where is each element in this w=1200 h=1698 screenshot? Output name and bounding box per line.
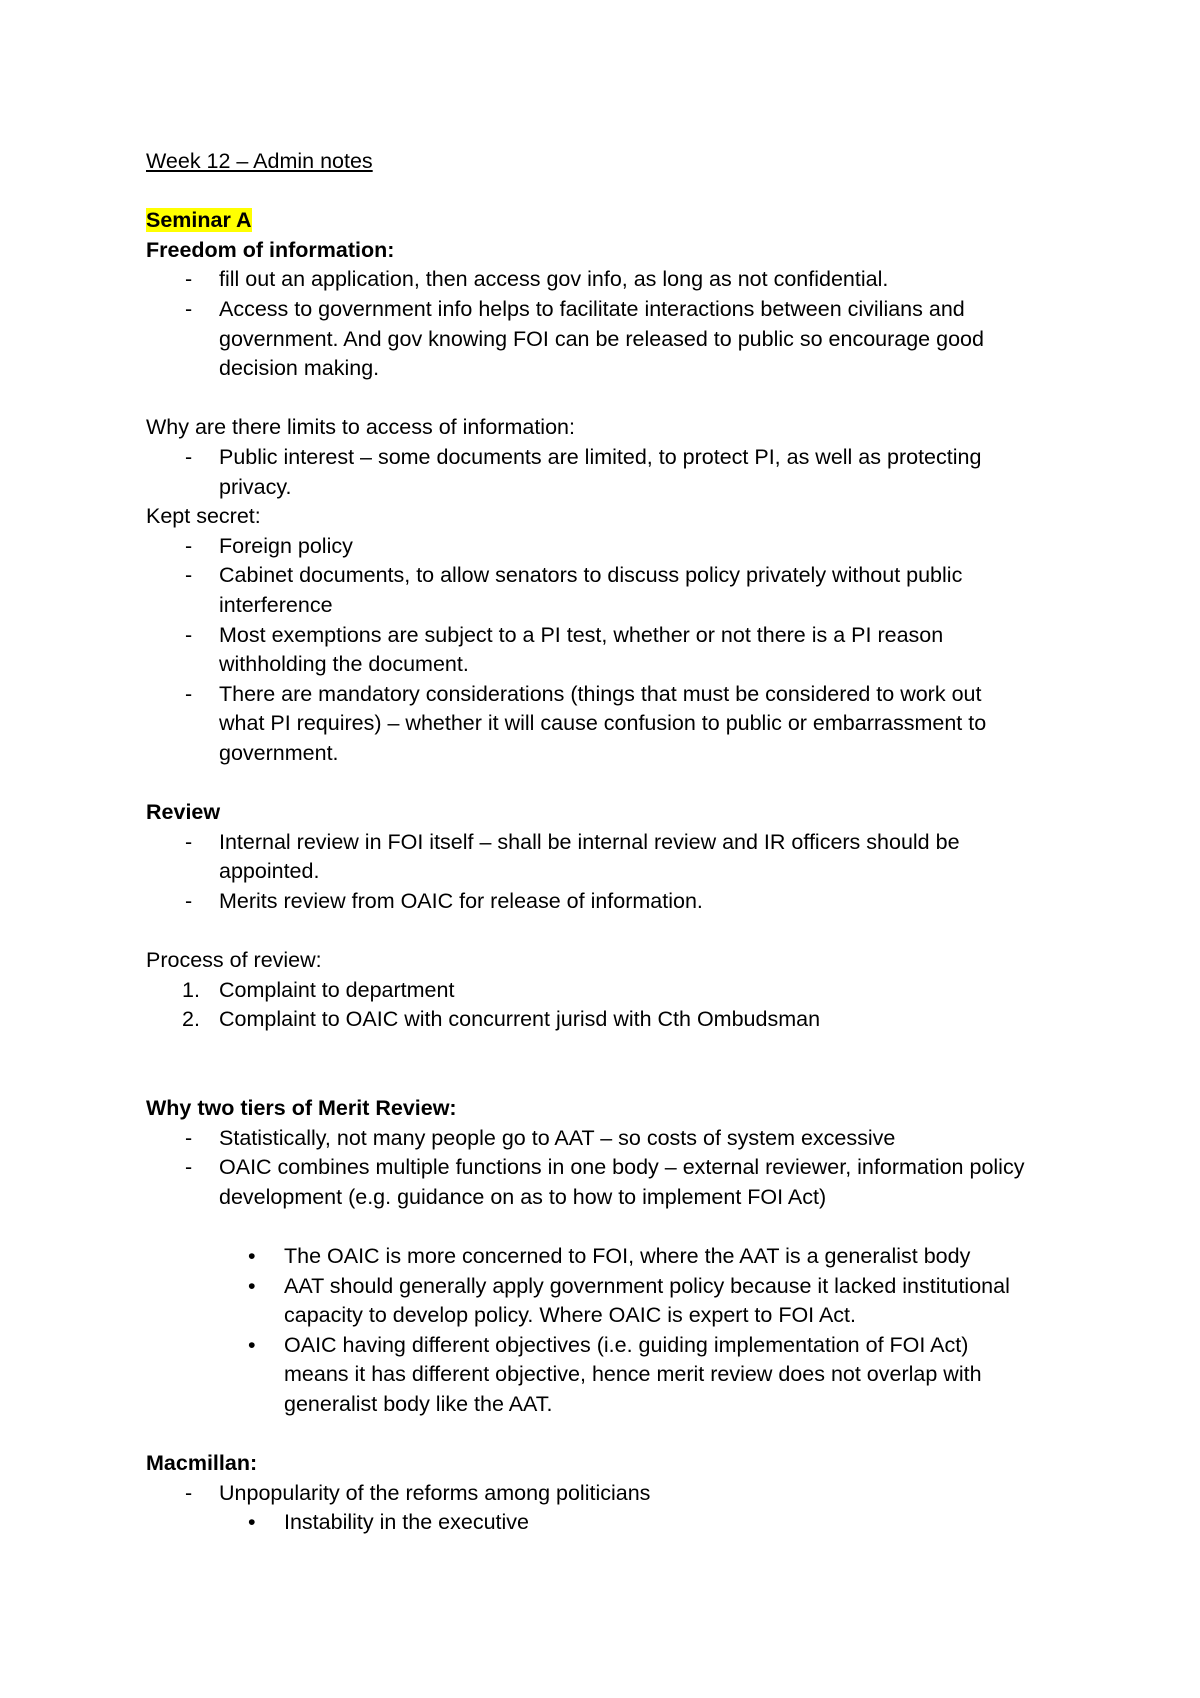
- dash-marker: -: [185, 563, 193, 588]
- list-item: [146, 561, 1086, 620]
- bullet-item: [146, 1272, 1086, 1331]
- dash-marker: -: [185, 829, 193, 854]
- list-item-line: government.: [219, 740, 339, 765]
- limits-heading: Why are there limits to access of information:: [146, 415, 575, 440]
- list-item-line: Public interest – some documents are limited, to protect PI, as well as protecting: [219, 444, 982, 469]
- bullet-icon: •: [248, 1510, 256, 1535]
- process-list: [146, 976, 1086, 1035]
- list-item-line: what PI requires) – whether it will cause confusion to public or embarrassment to: [219, 711, 987, 736]
- secret-list: [146, 532, 1086, 769]
- list-item-line: Unpopularity of the reforms among politicians: [219, 1480, 651, 1505]
- dash-marker: -: [185, 444, 193, 469]
- bullet-line: generalist body like the AAT.: [284, 1391, 553, 1416]
- spacer: [146, 916, 1086, 946]
- list-item-line: Statistically, not many people go to AAT – so costs of system excessive: [219, 1125, 896, 1150]
- macmillan-list: [146, 1479, 1086, 1538]
- list-item: [146, 621, 1086, 680]
- process-heading: Process of review:: [146, 948, 322, 973]
- list-item-line: withholding the document.: [219, 652, 469, 677]
- secret-heading: Kept secret:: [146, 504, 261, 529]
- bullet-line: OAIC having different objectives (i.e. guiding implementation of FOI Act): [284, 1332, 969, 1357]
- spacer: [146, 384, 1086, 414]
- list-item-line: Cabinet documents, to allow senators to discuss policy privately without public: [219, 563, 963, 588]
- numbered-item: [146, 1005, 1086, 1035]
- foi-heading: Freedom of information:: [146, 237, 395, 262]
- list-item-line: Access to government info helps to facilitate interactions between civilians and: [219, 296, 965, 321]
- seminar-heading: [146, 206, 1086, 236]
- list-item: [146, 295, 1086, 384]
- list-item-line: Complaint to department: [219, 977, 455, 1002]
- spacer: [146, 768, 1086, 798]
- bullet-line: capacity to develop policy. Where OAIC is expert to FOI Act.: [284, 1303, 856, 1328]
- spacer: [146, 1035, 1086, 1094]
- bullet-icon: •: [248, 1332, 256, 1357]
- list-item: [146, 1124, 1086, 1154]
- item-number: 2.: [182, 1007, 200, 1032]
- bullet-item: [146, 1508, 1086, 1538]
- list-item: [146, 887, 1086, 917]
- list-item-line: Internal review in FOI itself – shall be internal review and IR officers should be: [219, 829, 960, 854]
- highlighted-heading: Seminar A: [146, 208, 252, 233]
- list-item-line: Most exemptions are subject to a PI test, whether or not there is a PI reason: [219, 622, 944, 647]
- document-title: Week 12 – Admin notes: [146, 149, 373, 173]
- foi-list: [146, 265, 1086, 383]
- list-item: [146, 828, 1086, 887]
- dash-marker: -: [185, 681, 193, 706]
- bullet-item: [146, 1331, 1086, 1420]
- dash-marker: -: [185, 533, 193, 558]
- list-item: [146, 680, 1086, 769]
- bullet-line: AAT should generally apply government policy because it lacked institutional: [284, 1273, 1010, 1298]
- dash-marker: -: [185, 888, 193, 913]
- list-item-line: privacy.: [219, 474, 292, 499]
- list-item-line: decision making.: [219, 356, 380, 381]
- bullet-line: The OAIC is more concerned to FOI, where the AAT is a generalist body: [284, 1243, 971, 1268]
- bullet-icon: •: [248, 1273, 256, 1298]
- numbered-item: [146, 976, 1086, 1006]
- bullet-line: Instability in the executive: [284, 1510, 529, 1535]
- list-item-line: development (e.g. guidance on as to how to implement FOI Act): [219, 1184, 827, 1209]
- list-item-line: There are mandatory considerations (things that must be considered to work out: [219, 681, 982, 706]
- list-item-line: Foreign policy: [219, 533, 353, 558]
- list-item-line: appointed.: [219, 859, 320, 884]
- document-body: [146, 147, 1086, 1538]
- bullet-item: [146, 1242, 1086, 1272]
- dash-marker: -: [185, 267, 193, 292]
- macmillan-heading: Macmillan:: [146, 1451, 258, 1476]
- review-list: [146, 828, 1086, 917]
- dash-marker: -: [185, 1155, 193, 1180]
- dash-marker: -: [185, 1480, 193, 1505]
- tiers-heading: Why two tiers of Merit Review:: [146, 1096, 457, 1120]
- bullet-line: means it has different objective, hence merit review does not overlap with: [284, 1362, 982, 1387]
- list-item-line: Complaint to OAIC with concurrent jurisd with Cth Ombudsman: [219, 1007, 821, 1032]
- list-item-line: fill out an application, then access gov info, as long as not confidential.: [219, 267, 889, 292]
- list-item: [146, 443, 1086, 502]
- list-item: [146, 265, 1086, 295]
- list-item-line: interference: [219, 592, 333, 617]
- tiers-list: [146, 1124, 1086, 1213]
- spacer: [146, 1420, 1086, 1450]
- review-heading: Review: [146, 800, 221, 825]
- list-item-line: government. And gov knowing FOI can be released to public so encourage good: [219, 326, 984, 351]
- spacer: [146, 1212, 1086, 1242]
- list-item: [146, 532, 1086, 562]
- dash-marker: -: [185, 1125, 193, 1150]
- tiers-bullets: [146, 1242, 1086, 1420]
- list-item-line: Merits review from OAIC for release of information.: [219, 888, 703, 913]
- list-item: [146, 1479, 1086, 1509]
- dash-marker: -: [185, 296, 193, 321]
- spacer: [146, 177, 1086, 207]
- dash-marker: -: [185, 622, 193, 647]
- limits-list: [146, 443, 1086, 502]
- bullet-icon: •: [248, 1243, 256, 1268]
- list-item-line: OAIC combines multiple functions in one body – external reviewer, information policy: [219, 1155, 1025, 1180]
- item-number: 1.: [182, 977, 200, 1002]
- list-item: [146, 1153, 1086, 1212]
